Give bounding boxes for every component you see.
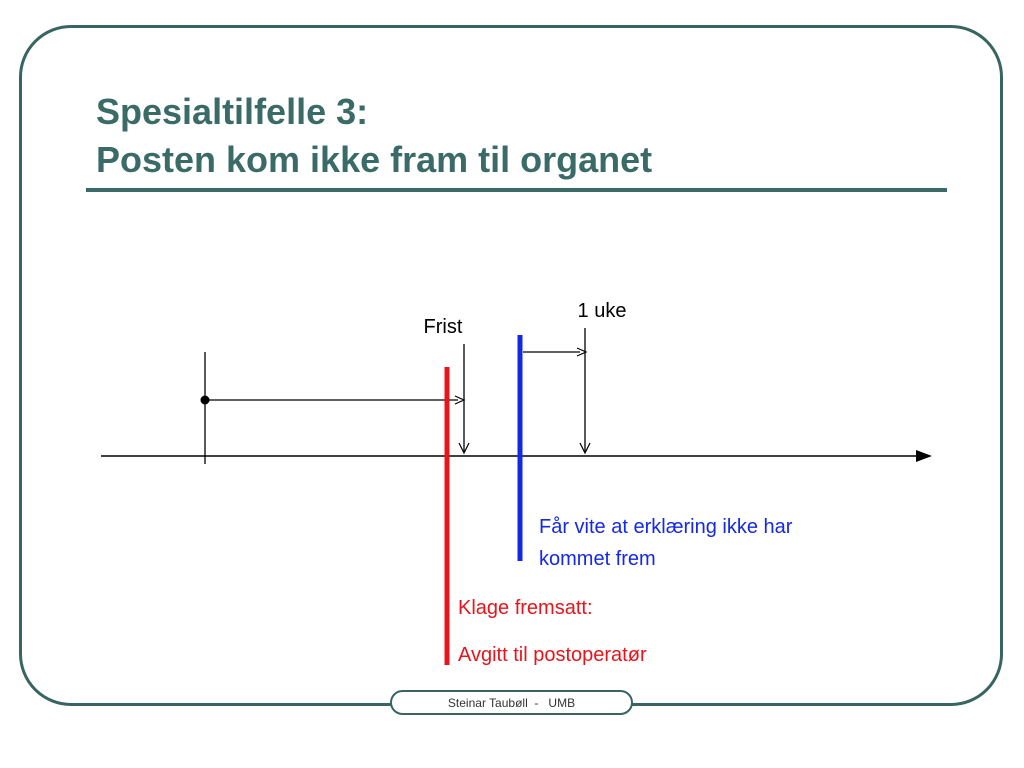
blue-note-line-2: kommet frem bbox=[539, 548, 656, 570]
label-frist: Frist bbox=[423, 316, 463, 338]
time-axis-arrowhead bbox=[916, 450, 932, 462]
title-line-1: Spesialtilfelle 3: bbox=[96, 91, 369, 132]
blue-note-line-1: Får vite at erklæring ikke har bbox=[539, 516, 793, 538]
red-note-line-1: Klage fremsatt: bbox=[458, 597, 593, 619]
footer-label: Steinar Taubøll - UMB bbox=[390, 690, 633, 715]
label-one-week: 1 uke bbox=[577, 300, 627, 322]
red-note-line-2: Avgitt til postoperatør bbox=[458, 644, 647, 666]
title-line-2: Posten kom ikke fram til organet bbox=[96, 139, 653, 180]
